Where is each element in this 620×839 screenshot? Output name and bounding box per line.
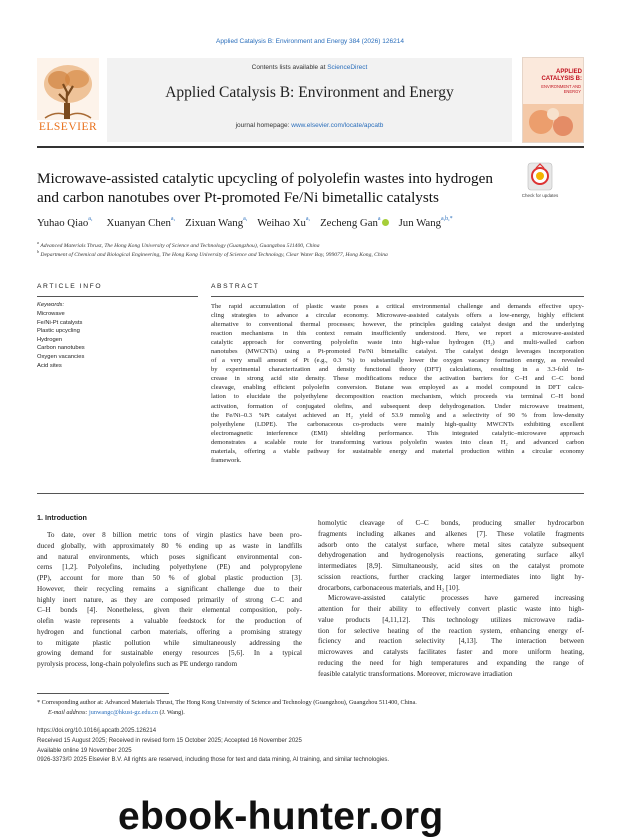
author[interactable] — [185, 217, 247, 229]
keyword-item: Plastic upcycling — [37, 328, 80, 335]
corresponding-mark: * — [37, 699, 41, 706]
keyword-item: Fe/Ni-Pt catalysts — [37, 319, 83, 326]
cover-art-image — [523, 104, 583, 142]
sciencedirect-link[interactable]: ScienceDirect — [327, 64, 368, 71]
introduction-line: attention for their ability to effectively convert plastic waste into high- — [318, 605, 584, 613]
affiliation-mark: a — [37, 240, 39, 245]
check-for-updates-icon[interactable] — [522, 162, 558, 192]
introduction-line: However, their recycling remains a significant challenge due to their — [37, 584, 302, 593]
introduction-line: intermediates [8,9]. Simultaneously, acid sites on the catalyst promote — [318, 562, 584, 570]
keyword-item: Microwave — [37, 311, 65, 317]
introduction-line: to mitigate plastic pollution while simultaneously addressing the — [37, 638, 302, 647]
introduction-heading: 1. Introduction — [37, 513, 87, 522]
abstract-line: nanotubes (MWCNTs) using a Pt-promoted Fe/Ni bimetallic catalyst. The catalyst design leverages incorporation — [211, 348, 584, 356]
abstract-line: cling strategies to advance a circular economy. Microwave-assisted catalysis offers a low-energy, highly efficient — [211, 312, 584, 320]
elsevier-wordmark: ELSEVIER — [38, 121, 98, 133]
abstract-heading: ABSTRACT — [211, 283, 260, 290]
introduction-line: microwaves and catalysts facilitates faster and more uniform heating, — [318, 648, 584, 656]
introduction-line: feasible catalytic transformations. Moreover, microwave irradiation — [318, 669, 513, 678]
author-affiliation-mark[interactable]: a, — [88, 216, 93, 222]
introduction-line: ficiency and reaction selectivity [4,13]. The interaction between — [318, 637, 584, 646]
introduction-line: growing demand for sustainable energy resources [5,6]. In a typical — [37, 649, 302, 658]
abstract-line: materials, offering a viable pathway for sustainable energy and material production within a circular economy — [211, 447, 584, 455]
article-title — [37, 170, 507, 207]
author-name[interactable]: Yuhao Qiao — [37, 217, 89, 229]
introduction-line: tion for selective heating of the reaction system, enhancing energy ef- — [318, 626, 584, 635]
introduction-line: hydrogen and functional carbon materials, offering a promising strategy — [37, 627, 302, 636]
introduction-line: duced globally, with approximately 80 % ending up as waste in landfills — [37, 541, 302, 550]
abstract-line: activation, formation of conjugated olefins, and subsequent deep dehydrogenation. Under microwave treatment, — [211, 402, 584, 410]
journal-cover-thumbnail[interactable] — [522, 57, 584, 143]
received-dates: Received 15 August 2025; Received in revised form 15 October 2025; Accepted 16 November 2025 — [37, 738, 302, 744]
keywords-label: Keywords: — [37, 302, 65, 308]
corresponding-author-footnote — [37, 699, 597, 706]
introduction-line: value products [4,11,12]. This technology utilizes microwave radia- — [318, 615, 584, 624]
introduction-line: reducing the need for high temperatures and expanding the range of — [318, 658, 584, 667]
cover-title: APPLIED CATALYSIS B: — [541, 69, 582, 82]
introduction-line: Microwave-assisted catalytic processes have garnered increasing — [328, 594, 584, 603]
article-title-line-2: and carbon nanotubes over Pt-promoted Fe/Ni bimetallic catalysts — [37, 188, 439, 206]
keyword-item: Acid sites — [37, 362, 62, 369]
abstract-line: framework. — [211, 456, 242, 464]
author-name[interactable]: Jun Wang — [398, 217, 442, 229]
introduction-line: drocarbons, carbonaceous materials, and H₂ [10]. — [318, 583, 460, 592]
copyright-line: 0926-3373/© 2025 Elsevier B.V. All rights are reserved, including those for text and data mining, AI training, and similar technologies. — [37, 757, 390, 763]
article-info-heading: ARTICLE INFO — [37, 283, 103, 290]
running-head[interactable]: Applied Catalysis B: Environment and Energy 384 (2026) 126214 — [216, 38, 404, 45]
abstract-line: cleavage, enabling efficient polyolefin conversion. Butane was employed as a model compound in DFT calcu- — [211, 384, 584, 392]
homepage-link[interactable]: www.elsevier.com/locate/apcatb — [291, 122, 384, 129]
article-title-line-1: Microwave-assisted catalytic upcycling of polyolefin wastes into hydrogen — [37, 170, 493, 187]
contents-prefix: Contents lists available at — [251, 64, 326, 71]
orcid-icon[interactable] — [382, 219, 389, 226]
homepage-prefix: journal homepage: — [235, 122, 290, 129]
affiliation-mark: b — [37, 249, 39, 254]
author-list — [37, 217, 597, 229]
author[interactable] — [399, 217, 453, 229]
introduction-line: dehydrogenation and hydrogenolysis reactions, generating surface alkyl — [318, 551, 584, 560]
abstract-rule — [211, 296, 584, 297]
cover-subtitle: ENVIRONMENT AND ENERGY — [541, 84, 581, 94]
abstract-line: polyethylene (LDPE). The carbonaceous co-products were mainly high-quality MWCNTs exhibiting excellent — [211, 420, 584, 428]
introduction-line: fragments including alkanes and alkenes [7]. These volatile fragments — [318, 529, 584, 538]
abstract-line: lation to elucidate the polyethylene decomposition reaction mechanism, which proceeds via terminal C–H bond — [211, 393, 584, 401]
abstract-line: of a very small amount of Pt (e.g., 0.3 %) to substantially lower the oxygen vacancy formation energy, as revealed — [211, 357, 584, 365]
watermark-text: ebook-hunter.org — [118, 795, 444, 838]
corresponding-text: Corresponding author at: Advanced Materials Thrust, The Hong Kong University of Science and Technology (Guangzhou), Guangzhou 511400, China. — [41, 699, 417, 706]
header-rule — [37, 146, 584, 148]
introduction-line: C–H bonds [4]. Nonetheless, given their elemental composition, poly- — [37, 606, 302, 615]
contents-line — [107, 64, 512, 71]
introduction-line: pyrolysis process, long-chain polyolefins such as PE undergo random — [37, 660, 238, 668]
journal-title: Applied Catalysis B: Environment and Energy — [165, 84, 454, 101]
introduction-line: (PP), account for more than 50 % of global plastic production [3]. — [37, 574, 302, 582]
abstract-line: crease in strong acid site density. These modifications reduce the activation barriers for C–H and C–C bond — [211, 375, 584, 383]
author-name[interactable]: Xuanyan Chen — [106, 217, 171, 229]
affiliation-b — [37, 249, 597, 258]
footnote-rule — [37, 693, 169, 694]
introduction-line: highly inert nature, as they are composed primarily of strong C–C and — [37, 595, 302, 604]
author-affiliation-mark[interactable]: a, — [243, 216, 248, 222]
author-affiliation-mark[interactable]: a,b,* — [441, 216, 453, 222]
doi-link[interactable]: https://doi.org/10.1016/j.apcatb.2025.126214 — [37, 728, 157, 734]
keyword-item: Carbon nanotubes — [37, 345, 85, 352]
introduction-line: To date, over 8 billion metric tons of virgin plastics have been pro- — [47, 531, 302, 539]
abstract-line: alternative to conventional thermal processes; however, the principles guiding catalyst design and the underlying — [211, 321, 584, 329]
available-online-date: Available online 19 November 2025 — [37, 748, 132, 754]
email-label: E-mail address: — [48, 709, 88, 716]
author-affiliation-mark[interactable]: a, — [305, 216, 311, 222]
introduction-right-column — [318, 518, 584, 679]
introduction-line: and natural environments, which poses significant environmental con- — [37, 552, 302, 561]
introduction-line: homolytic cleavage of C–C bonds, producing smaller hydrocarbon — [318, 519, 584, 527]
abstract-line: The rapid accumulation of plastic waste poses a critical environmental challenge and demands effective upcy- — [211, 303, 584, 310]
keyword-item: Hydrogen — [37, 336, 63, 343]
abstract-line: demonstrates a scalable route for transforming various polyolefin wastes into clean H₂ and advanced carbon — [211, 438, 584, 446]
introduction-line: adsorb onto the catalyst surface, where metal sites catalyze subsequent — [318, 540, 584, 549]
abstract-body — [211, 302, 584, 465]
email-suffix: (J. Wang). — [159, 709, 185, 716]
email-link[interactable]: junwangc@hkust-gz.edu.cn — [89, 709, 158, 716]
abstract-line: catalytic approach for converting polyolefin waste into high-value hydrogen (H₂) and multi-walled carbon — [211, 339, 584, 347]
author-name[interactable]: Zixuan Wang — [185, 217, 244, 229]
author[interactable] — [37, 217, 92, 229]
abstract-line: the Fe/Ni–0.3 %Pt catalyst achieved an H₂ yield of 53.9 mmol/g and a selectivity of 90 % from low-density — [211, 411, 584, 419]
article-info-rule — [37, 296, 198, 297]
author-affiliation-mark[interactable]: a, — [170, 216, 176, 222]
introduction-line: cerns [1,2]. Polyolefins, including polyethylene (PE) and polypropylene — [37, 563, 302, 572]
check-for-updates-label[interactable]: Check for updates — [521, 193, 559, 198]
author[interactable] — [320, 217, 389, 229]
abstract-line: electromagnetic interference (EMI) shielding performance. This integrated catalytic–microwave approach — [211, 429, 584, 437]
journal-homepage-line — [107, 122, 512, 129]
affiliation-text: Advanced Materials Thrust, The Hong Kong University of Science and Technology (Guangzhou), Guangzhou 511400, China — [40, 242, 320, 249]
affiliation-a — [37, 240, 597, 249]
abstract-bottom-rule — [37, 493, 584, 494]
affiliation-text: Department of Chemical and Biological Engineering, The Hong Kong University of Science and Technology, Clear Water Bay, 999077, Hong Kong, China — [40, 251, 388, 258]
abstract-line: by experimental characterization and density functional theory (DFT) calculations, resulting in a 3.3-fold in- — [211, 366, 584, 374]
abstract-line: reaction mechanisms in this context remain insufficiently understood. Here, we report a microwave-assisted — [211, 330, 584, 338]
author-name[interactable]: Weihao Xu — [257, 217, 306, 229]
author-name[interactable]: Zecheng Gan — [320, 217, 378, 229]
introduction-line: scission reactions, further cracking larger intermediates into light hy- — [318, 572, 584, 581]
author-affiliation-mark[interactable]: a — [377, 216, 381, 222]
introduction-left-column — [37, 530, 302, 670]
email-footnote — [48, 709, 608, 716]
author[interactable] — [106, 217, 175, 229]
introduction-line: olefin waste represents a valuable feedstock for the production of — [37, 617, 302, 625]
keyword-item: Oxygen vacancies — [37, 354, 85, 360]
author[interactable] — [257, 217, 310, 229]
